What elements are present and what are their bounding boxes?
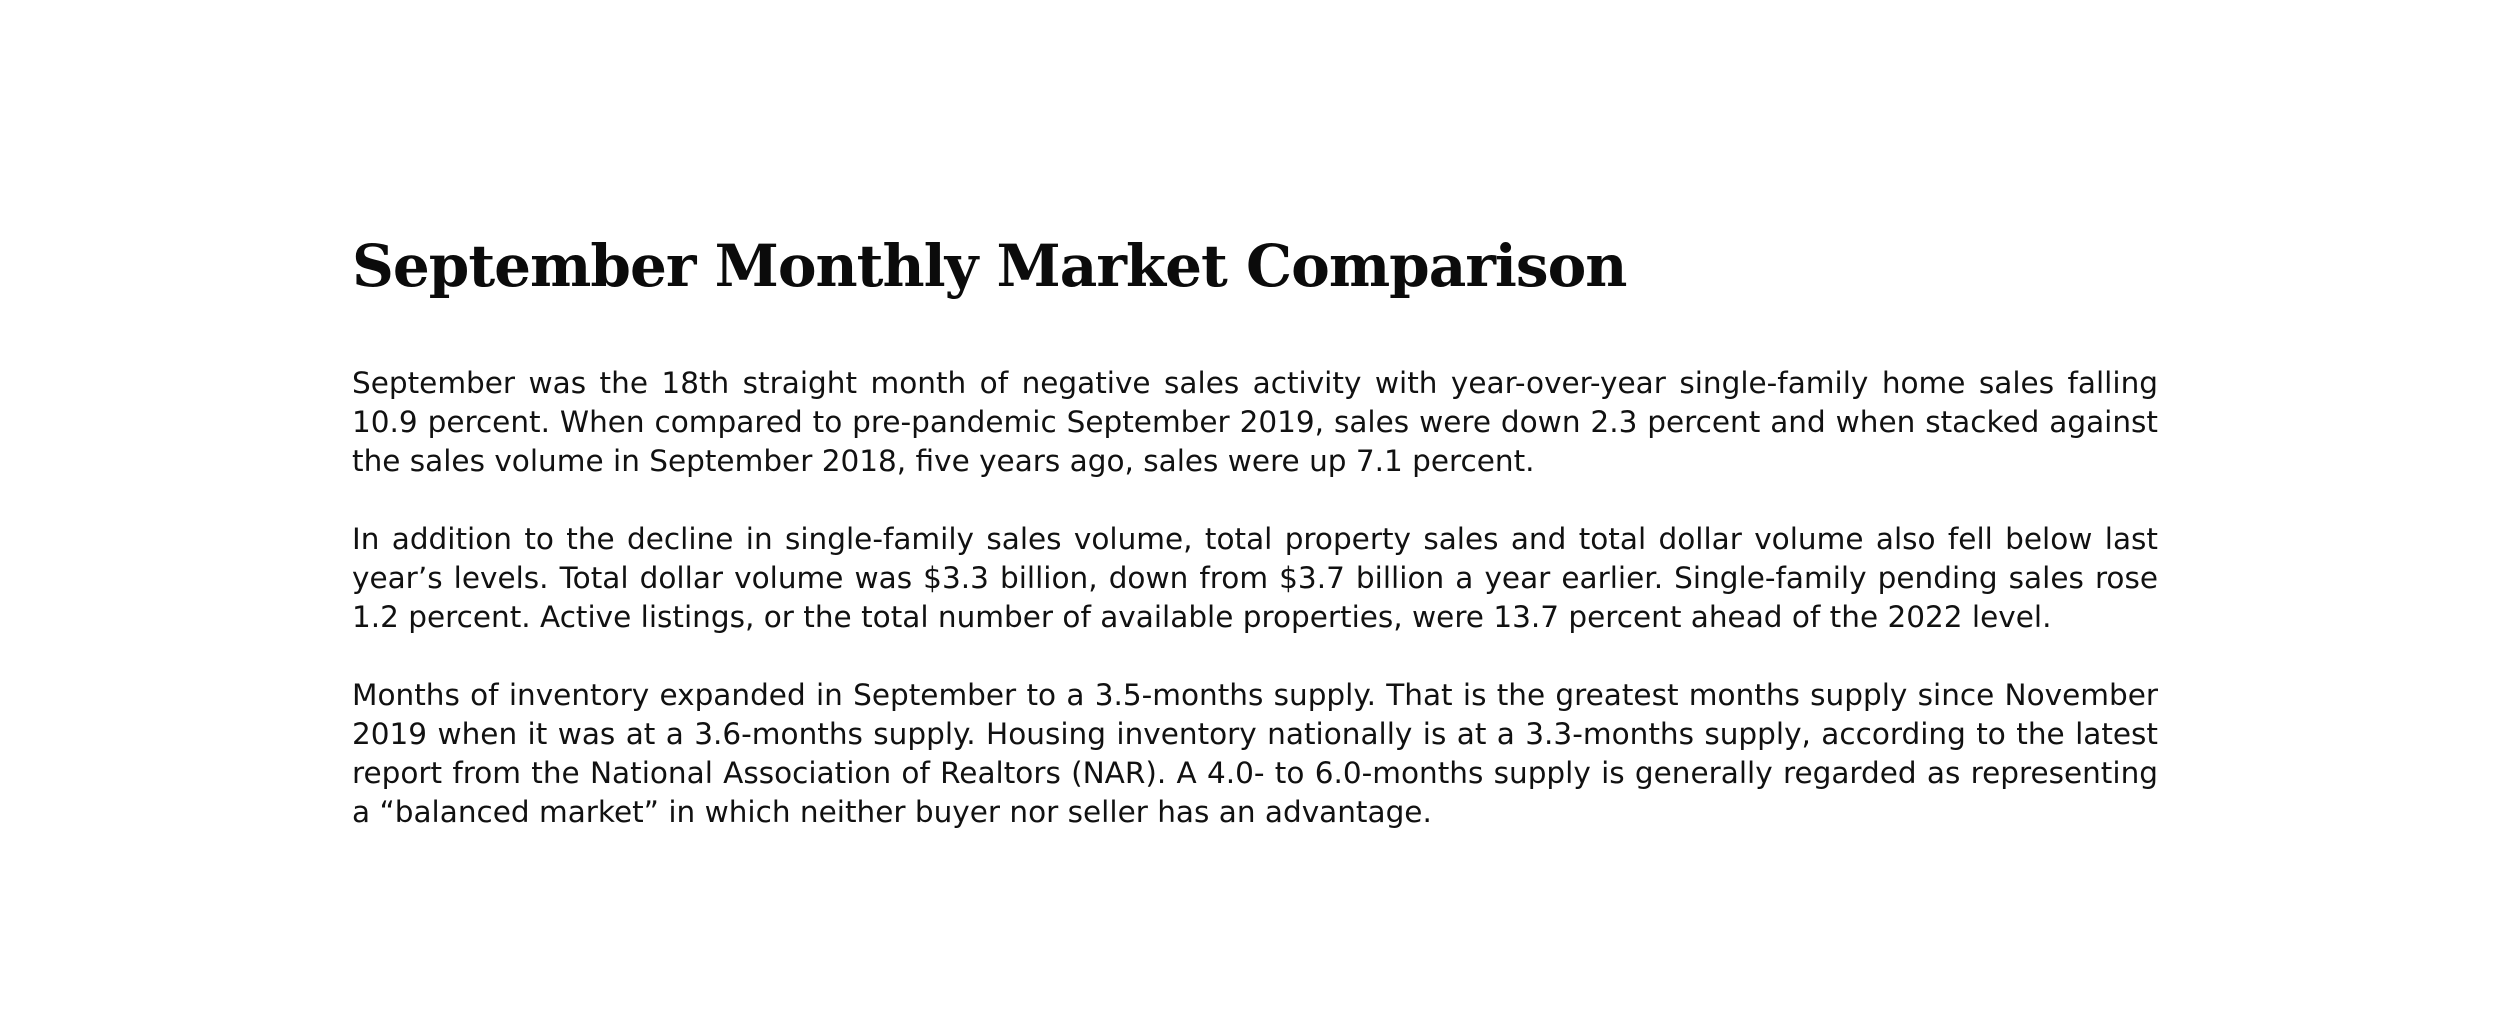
document-page bbox=[352, 228, 2158, 832]
page-title: September Monthly Market Comparison bbox=[352, 232, 1627, 300]
paragraph-dollar-volume: In addition to the decline in single-family sales volume, total property sales and total dollar volume also fell below last year’s levels. Total dollar volume was $3.3 billion, down from $3.7 billion a year earlier. Single-family pending sales rose 1.2 percent. Active listings, or the total number of available properties, were 13.7 percent ahead of the 2022 level. bbox=[352, 522, 2158, 634]
paragraph-sales-activity: September was the 18th straight month of negative sales activity with year-over-year single-family home sales falling 10.9 percent. When compared to pre-pandemic September 2019, sales were down 2.3 percent and when stacked against the sales volume in September 2018, five years ago, sales were up 7.1 percent. bbox=[352, 366, 2158, 478]
paragraph-inventory: Months of inventory expanded in September to a 3.5-months supply. That is the greatest months supply since November 2019 when it was at a 3.6-months supply. Housing inventory nationally is at a 3.3-months supply, according to the latest report from the National Association of Realtors (NAR). A 4.0- to 6.0-months supply is generally regarded as representing a “balanced market” in which neither buyer nor seller has an advantage. bbox=[352, 678, 2158, 829]
document-body bbox=[352, 364, 2158, 832]
